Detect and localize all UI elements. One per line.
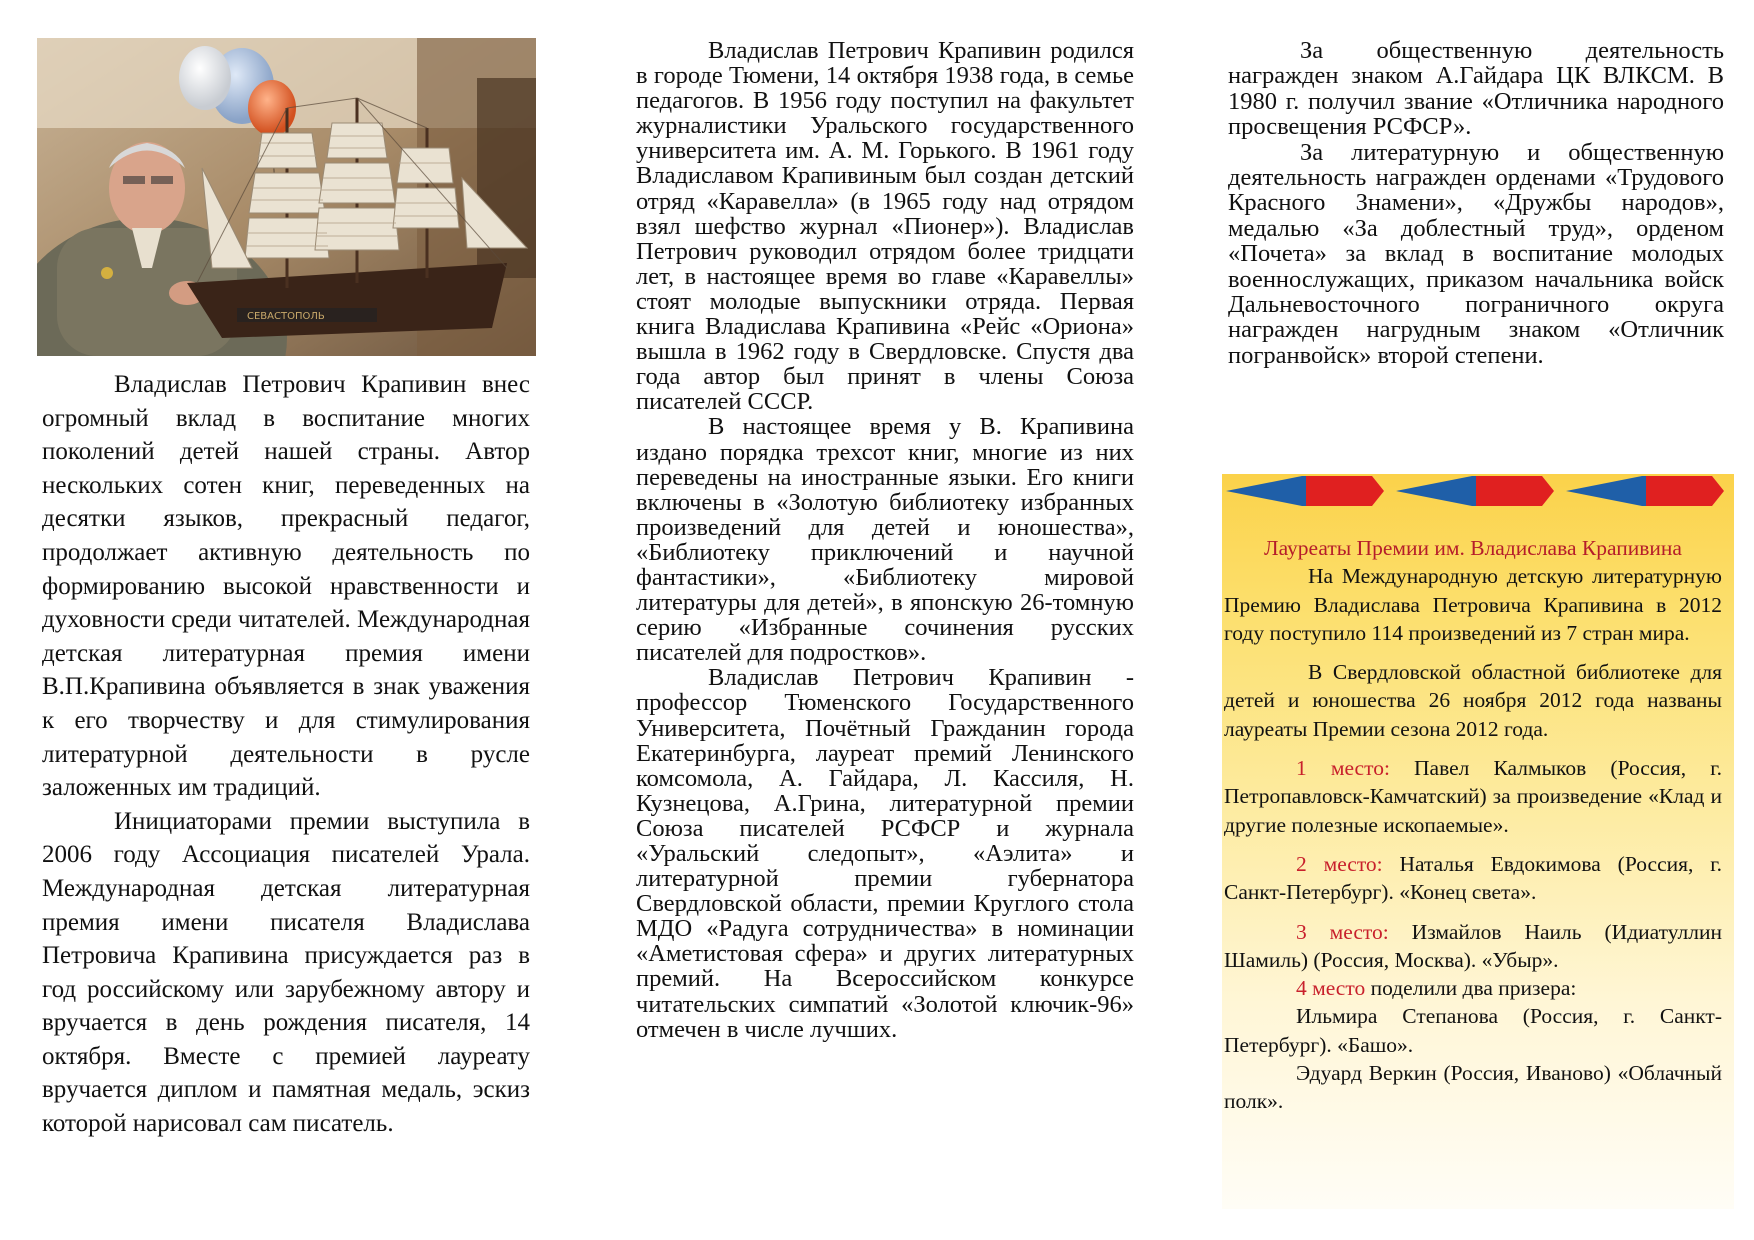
banner-red-arrow	[1476, 476, 1554, 506]
banner-blue-arrow	[1396, 476, 1476, 506]
banner-red-arrow	[1306, 476, 1384, 506]
place-2-text: Наталья Евдокимова (Россия, г. Санкт-Петербург). «Конец света».	[1224, 851, 1722, 905]
decorative-banner	[1222, 474, 1734, 508]
laureates-intro: На Международную детскую литературную Премию Владислава Петровича Крапивина в 2012 году поступило 114 произведений из 7 стран мира.	[1224, 564, 1722, 645]
place-3-label: 3 место:	[1296, 919, 1389, 944]
place-2	[1224, 850, 1722, 907]
col2-paragraph-3: Владислав Петрович Крапивин - профессор Тюменского Государственного Университета, Почётный Гражданин города Екатеринбурга, лауреат премий Ленинского комсомола, А. Гайдара, Л. Кассиля, Н. Кузнецова, А.Грина, литературной премии Союза писателей РСФСР и журнала «Уральский следопыт», «Аэлита» и литературной премии губернатора Свердловской области, премии Круглого стола МДО «Радуга сотрудничества» в номинации «Аметистовая сфера» и других литературных премий. На Всероссийском конкурсе читательских симпатий «Золотой ключик-96» отмечен в числе лучших.	[636, 664, 1134, 1043]
col3-paragraph-2: За литературную и общественную деятельность награжден орденами «Трудового Красного Знамени», «Дружбы народов», медалью «За доблестный труд», орденом «Почета» за вклад в воспитание молодых военнослужащих, приказом начальника войск Дальневосточного пограничного округа награжден нагрудным знаком «Отличник погранвойск» второй степени.	[1228, 138, 1724, 369]
banner-blue-arrow	[1226, 476, 1306, 506]
col2-paragraph-1: Владислав Петрович Крапивин родился в городе Тюмени, 14 октября 1938 года, в семье педагогов. В 1956 году поступил на факультет журналистики Уральского государственного университета им. А. М. Горького. В 1961 году Владиславом Крапивиным был создан детский отряд «Каравелла» (в 1965 году над отрядом взял шефство журнал «Пионер»). Владислав Петрович руководил отрядом более тридцати лет, в настоящее время во главе «Каравеллы» стоят молодые выпускники отряда. Первая книга Владислава Крапивина «Рейс «Ориона» вышла в 1962 году в Свердловске. Спустя два года автор был принят в члены Союза писателей СССР.	[636, 37, 1134, 416]
place-1-text: Павел Калмыков (Россия, г. Петропавловск-Камчатский) за произведение «Клад и другие полезные ископаемые».	[1224, 756, 1723, 837]
col2-paragraph-2: В настоящее время у В. Крапивина издано порядка трехсот книг, многие из них переведены на иностранные языки. Его книги включены в «Золотую библиотеку избранных произведений для детей и юношества», «Библиотеку приключений и научной фантастики», «Библиотеку мировой литературы для детей», в японскую 26-томную серию «Избранные сочинения русских писателей для подростков».	[636, 413, 1134, 667]
banner-red-arrow	[1646, 476, 1724, 506]
laureates-box	[1222, 474, 1734, 1209]
column-3	[1228, 38, 1724, 368]
laureates-title: Лауреаты Премии им. Владислава Крапивина	[1264, 536, 1682, 560]
column-2	[636, 38, 1134, 1042]
fourth-place-1: Ильмира Степанова (Россия, г. Санкт-Петербург). «Башо».	[1224, 1004, 1722, 1057]
place-4-text: поделили два призера:	[1365, 976, 1577, 1001]
place-3	[1224, 918, 1722, 975]
col1-paragraph-2: Инициаторами премии выступила в 2006 году Ассоциация писателей Урала. Международная детская литературная премия имени писателя Владислава Петровича Крапивина присуждается раз в год российскому или зарубежному автору и вручается в день рождения писателя, 14 октября. Вместе с премией лауреату вручается диплом и памятная медаль, эскиз которой нарисовал сам писатель.	[42, 807, 530, 1138]
banner-blue-arrow	[1566, 476, 1646, 506]
place-1-label: 1 место:	[1296, 756, 1390, 781]
author-photo	[37, 38, 536, 356]
laureates-content	[1224, 534, 1722, 1116]
place-1	[1224, 754, 1722, 839]
laureates-ceremony: В Свердловской областной библиотеке для детей и юношества 26 ноября 2012 года названы лауреаты Премии сезона 2012 года.	[1224, 660, 1722, 741]
col1-paragraph-1: Владислав Петрович Крапивин внес огромный вклад в воспитание многих поколений детей нашей страны. Автор нескольких сотен книг, переведенных на десятки языков, прекрасный педагог, продолжает активную деятельность по формированию высокой нравственности и духовности среди читателей. Международная детская литературная премия имени В.П.Крапивина объявляется в знак уважения к его творчеству и для стимулирования литературной деятельности в русле заложенных им традиций.	[42, 371, 530, 802]
place-2-label: 2 место:	[1296, 851, 1383, 876]
fourth-place-2: Эдуард Веркин (Россия, Иваново) «Облачный полк».	[1224, 1061, 1722, 1114]
col3-paragraph-1: За общественную деятельность награжден знаком А.Гайдара ЦК ВЛКСМ. В 1980 г. получил звание «Отличника народного просвещения РСФСР».	[1228, 37, 1724, 141]
column-1	[42, 368, 530, 1141]
place-3-text: Измайлов Наиль (Идиатуллин Шамиль) (Россия, Москва). «Убыр».	[1224, 919, 1723, 972]
place-4-label: 4 место	[1296, 976, 1366, 1001]
ship-name-plate: СЕВАСТОПОЛЬ	[247, 311, 325, 322]
place-4	[1224, 974, 1722, 1002]
